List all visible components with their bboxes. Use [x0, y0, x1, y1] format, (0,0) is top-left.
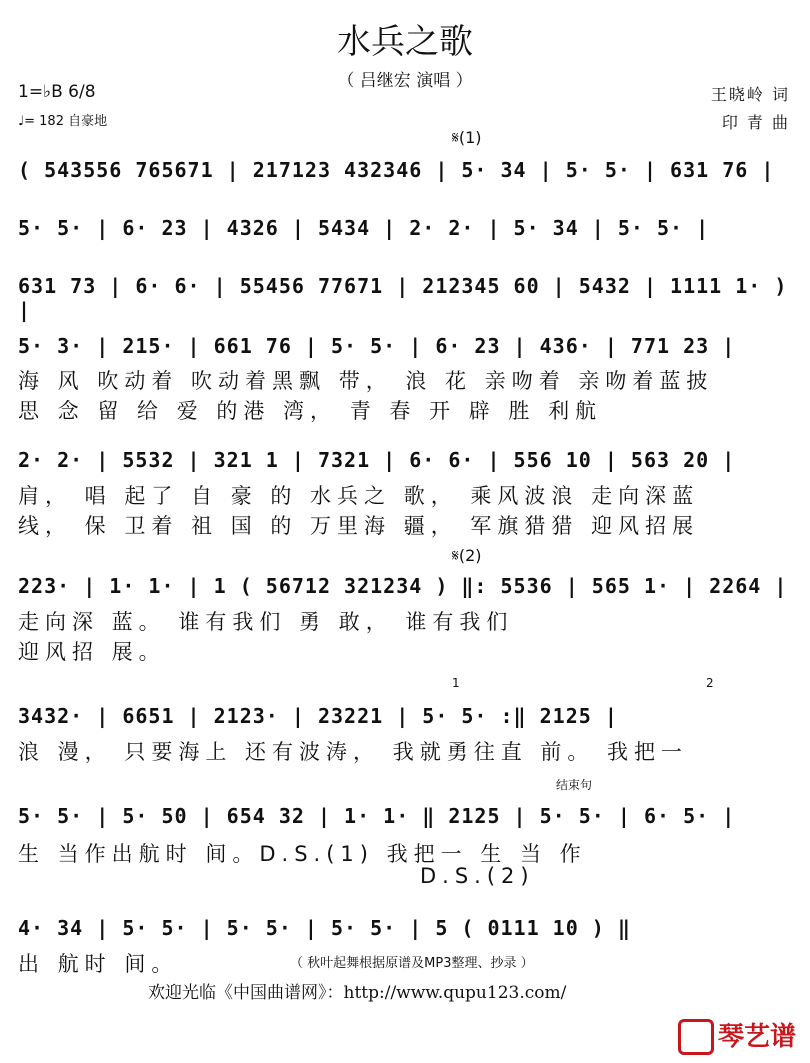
- site-welcome: 欢迎光临《中国曲谱网》：http://www.qupu123.com/: [148, 983, 567, 1003]
- lyric-line-4-verse-2: 思 念 留 给 爱 的港 湾， 青 春 开 辟 胜 利航: [18, 399, 603, 423]
- logo-icon: [678, 1019, 714, 1055]
- performer-credit: （ 吕继宏 演唱 ）: [337, 71, 473, 91]
- notation-line-2: 5· 5· | 6· 23 | 4326 | 5434 | 2· 2· | 5· 34 | 5· 5· |: [18, 216, 710, 240]
- lyric-line-5-verse-2: 线， 保 卫着 祖 国 的 万里海 疆， 军旗猎猎 迎风招展: [18, 514, 700, 538]
- notation-line-5: 2· 2· | 5532 | 321 1 | 7321 | 6· 6· | 556 10 | 563 20 |: [18, 448, 736, 472]
- segno-mark-1: 𝄋(1): [452, 128, 482, 147]
- composer-credit: 印 青 曲: [721, 113, 790, 132]
- lyric-line-5-verse-1: 肩， 唱 起了 自 豪 的 水兵之 歌， 乘风波浪 走向深蓝: [18, 484, 700, 508]
- segno-mark-2: 𝄋(2): [452, 546, 482, 565]
- lyric-line-8-verse-1: 生 当作出航时 间。D.S.(1) 我把一 生 当 作: [18, 842, 587, 866]
- notation-line-4: 5· 3· | 215· | 661 76 | 5· 5· | 6· 23 | 436· | 771 23 |: [18, 334, 736, 358]
- notation-line-7: 3432· | 6651 | 2123· | 23221 | 5· 5· :‖ 2125 |: [18, 704, 618, 728]
- lyric-line-8-ds2: D.S.(2): [420, 864, 535, 888]
- notation-line-1: ( 543556 765671 | 217123 432346 | 5· 34 | 5· 5· | 631 76 |: [18, 158, 775, 182]
- notation-line-9: 4· 34 | 5· 5· | 5· 5· | 5· 5· | 5 ( 0111 10 ) ‖: [18, 916, 631, 940]
- logo-text: 琴艺谱: [717, 1021, 796, 1052]
- ending-2-bracket: 2: [706, 676, 714, 690]
- lyric-line-4-verse-1: 海 风 吹动着 吹动着黑飘 带， 浪 花 亲吻着 亲吻着蓝披: [18, 369, 714, 393]
- lyric-line-6-verse-1: 走向深 蓝。 谁有我们 勇 敢， 谁有我们: [18, 610, 514, 634]
- tempo-marking: ♩= 182 自豪地: [18, 114, 108, 129]
- notation-line-3: 631 73 | 6· 6· | 55456 77671 | 212345 60 | 5432 | 1111 1· ) |: [18, 274, 788, 322]
- transcriber-note: （ 秋叶起舞根据原谱及MP3整理、抄录 ）: [290, 956, 534, 971]
- site-logo: [678, 1016, 796, 1056]
- lyricist-credit: 王晓岭 词: [710, 85, 790, 104]
- lyric-line-9-verse-1: 出 航时 间。: [18, 952, 179, 976]
- notation-line-8: 5· 5· | 5· 50 | 654 32 | 1· 1· ‖ 2125 | 5· 5· | 6· 5· |: [18, 804, 736, 828]
- coda-label: 结束句: [556, 778, 593, 792]
- key-signature: 1=♭B 6/8: [18, 82, 96, 102]
- lyric-line-7-verse-1: 浪 漫， 只要海上 还有波涛， 我就勇往直 前。 我把一: [18, 740, 689, 764]
- notation-line-6: 223· | 1· 1· | 1 ( 56712 321234 ) ‖: 5536 | 565 1· | 2264 |: [18, 574, 788, 598]
- lyric-line-6-verse-2: 迎风招 展。: [18, 640, 166, 664]
- ending-1-bracket: 1: [452, 676, 460, 690]
- song-title: 水兵之歌: [337, 22, 473, 62]
